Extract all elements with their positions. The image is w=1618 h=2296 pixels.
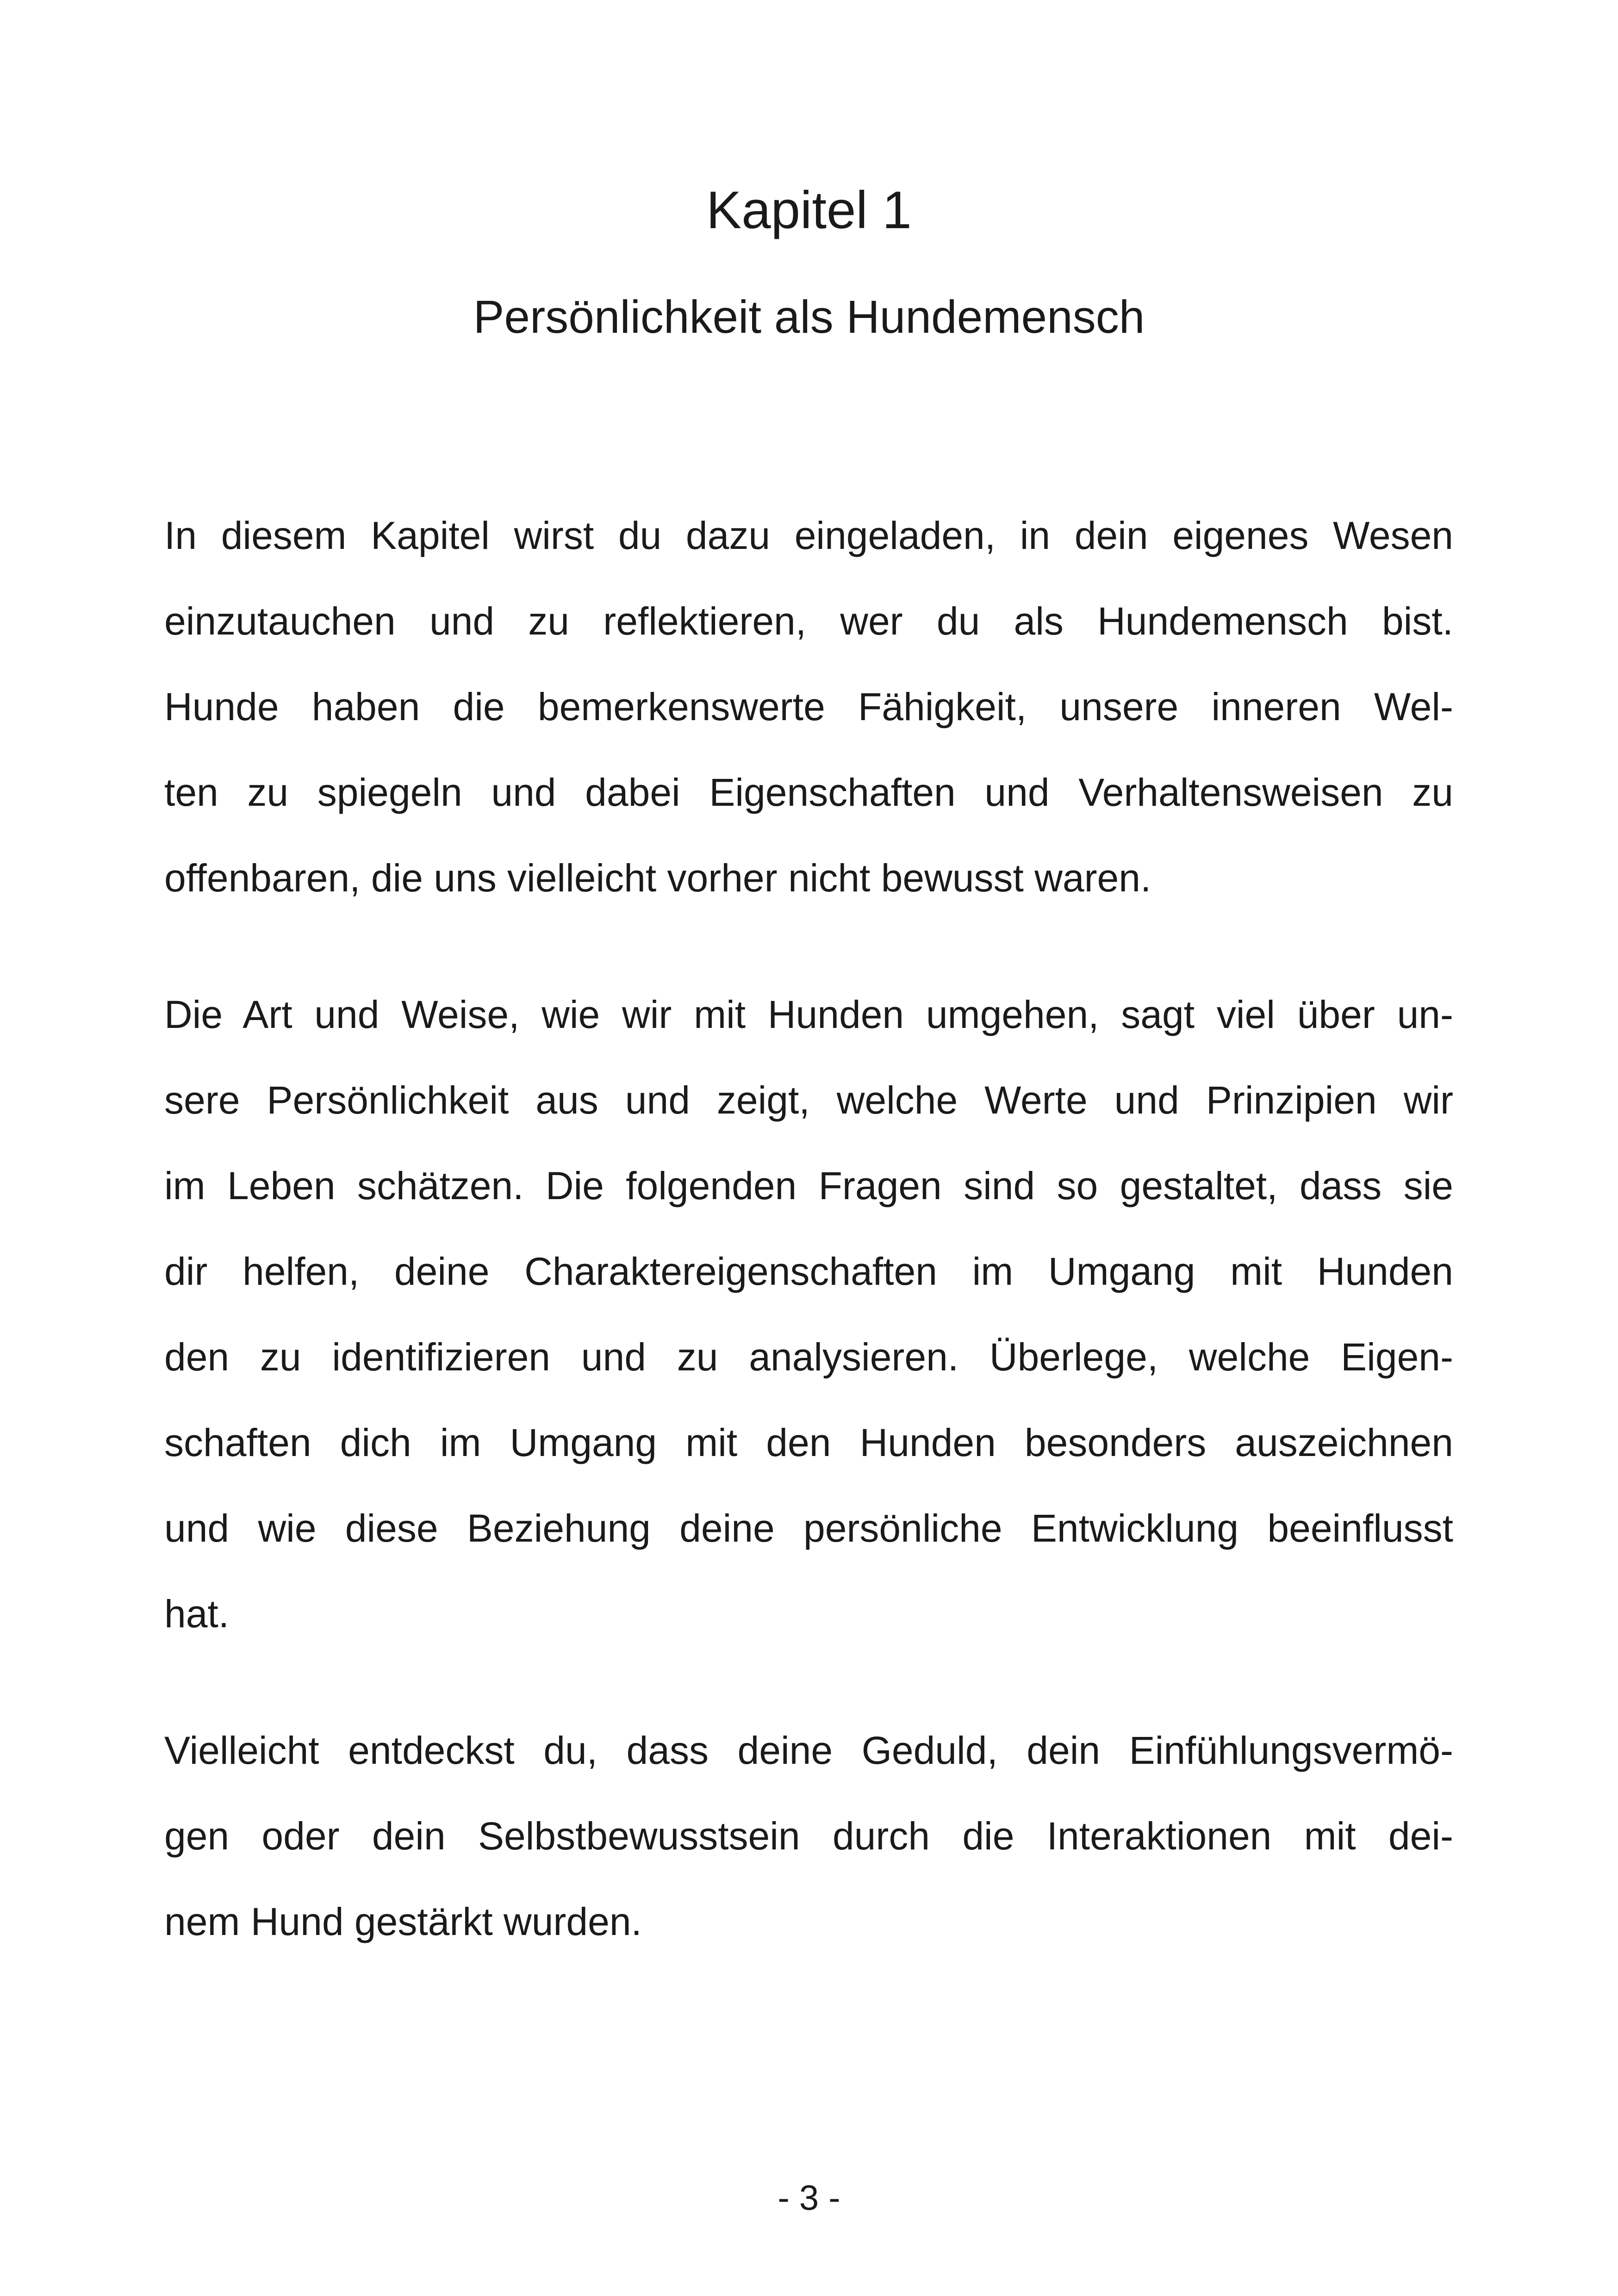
text-line: einzutauchen und zu reflektieren, wer du als Hundemensch bist. (164, 599, 1453, 643)
paragraph-2 (164, 972, 1453, 1657)
text-line: hat. (164, 1592, 230, 1636)
chapter-subtitle: Persönlichkeit als Hundemensch (473, 291, 1145, 343)
text-line: sere Persönlichkeit aus und zeigt, welche Werte und Prinzipien wir (164, 1078, 1453, 1122)
text-line: und wie diese Beziehung deine persönliche Entwicklung beeinflusst (164, 1506, 1453, 1550)
paragraph-3 (164, 1708, 1453, 1965)
text-line: In diesem Kapitel wirst du dazu eingeladen, in dein eigenes Wesen (164, 514, 1453, 557)
text-line: offenbaren, die uns vielleicht vorher nicht bewusst waren. (164, 856, 1151, 900)
page-number: - 3 - (778, 2178, 840, 2218)
body-text (164, 493, 1453, 2016)
chapter-title: Kapitel 1 (706, 181, 912, 240)
text-line: im Leben schätzen. Die folgenden Fragen sind so gestaltet, dass sie (164, 1164, 1453, 1207)
text-line: Die Art und Weise, wie wir mit Hunden umgehen, sagt viel über un- (164, 993, 1453, 1036)
text-line: nem Hund gestärkt wurden. (164, 1900, 642, 1943)
text-line: Hunde haben die bemerkenswerte Fähigkeit, unsere inneren Wel- (164, 685, 1453, 728)
text-line: Vielleicht entdeckst du, dass deine Geduld, dein Einfühlungsvermö- (164, 1729, 1453, 1772)
text-line: schaften dich im Umgang mit den Hunden besonders auszeichnen (164, 1421, 1453, 1464)
text-line: den zu identifizieren und zu analysieren. Überlege, welche Eigen- (164, 1335, 1453, 1379)
text-line: ten zu spiegeln und dabei Eigenschaften und Verhaltensweisen zu (164, 771, 1453, 814)
text-line: gen oder dein Selbstbewusstsein durch die Interaktionen mit dei- (164, 1814, 1453, 1858)
paragraph-1 (164, 493, 1453, 921)
text-line: dir helfen, deine Charaktereigenschaften im Umgang mit Hunden (164, 1250, 1453, 1293)
